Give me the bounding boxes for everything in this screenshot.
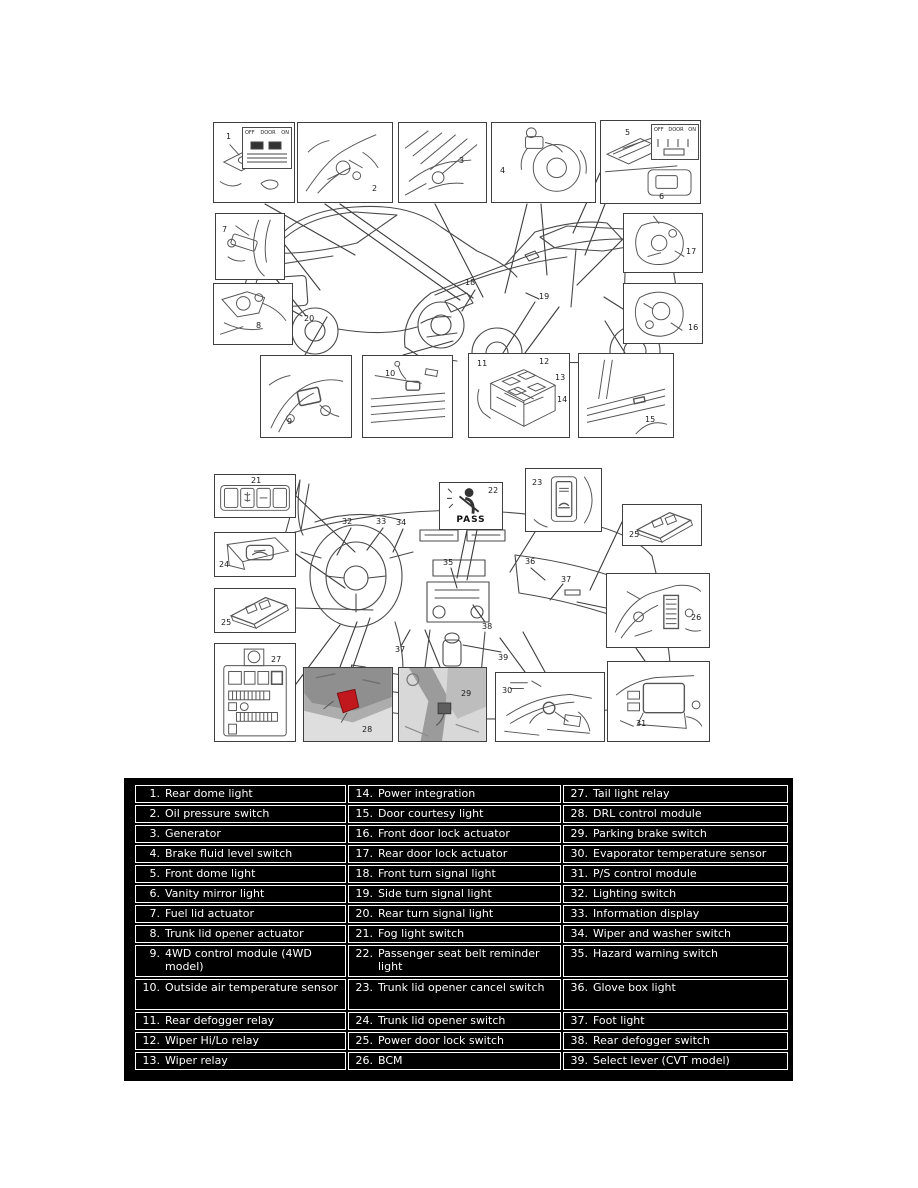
- legend-item-number: 34.: [570, 927, 588, 940]
- legend-item-label: Front dome light: [165, 867, 256, 880]
- callout-box-relay-fuse-box: [468, 353, 570, 438]
- callout-number: 22: [488, 486, 499, 495]
- dome-switch-door-label: DOOR: [260, 130, 276, 136]
- legend-item-label: Trunk lid opener switch: [378, 1014, 506, 1027]
- callout-number: 12: [539, 357, 550, 366]
- legend-item-number: 37.: [570, 1014, 588, 1027]
- callout-number-hazard-warning-switch: 35: [443, 558, 454, 567]
- legend-item-number: 21.: [355, 927, 373, 940]
- legend-item-number: 11.: [142, 1014, 160, 1027]
- interior-location-diagram: [205, 460, 715, 750]
- legend-cell: [135, 885, 346, 903]
- callout-box-parking-brake-switch: [398, 667, 487, 742]
- legend-item-label: Door courtesy light: [378, 807, 484, 820]
- legend-cell: [348, 865, 561, 883]
- callout-box-rear-door-lock-actuator: [623, 213, 703, 273]
- legend-cell: [135, 1032, 346, 1050]
- legend-item-label: Passenger seat belt reminder light: [378, 947, 540, 974]
- callout-number: 10: [385, 369, 396, 378]
- pass-indicator-label: PASS: [456, 515, 486, 525]
- legend-cell: [563, 1032, 788, 1050]
- legend-cell: [563, 885, 788, 903]
- legend-cell: [135, 865, 346, 883]
- legend-item-number: 29.: [570, 827, 588, 840]
- callout-number: 31: [636, 719, 647, 728]
- callout-box-brake-fluid-level-switch: [491, 122, 596, 203]
- callout-number-glove-box-light: 36: [525, 557, 536, 566]
- legend-item-number: 14.: [355, 787, 373, 800]
- callout-number: 28: [362, 725, 373, 734]
- legend-item-label: Front turn signal light: [378, 867, 496, 880]
- legend-item-number: 35.: [570, 947, 588, 960]
- dome-switch-on-label: ON: [281, 130, 289, 136]
- callout-box-trunk-opener-cancel-switch: [525, 468, 602, 532]
- callout-box-tail-light-relay: [214, 643, 296, 742]
- legend-cell: [563, 785, 788, 803]
- callout-number-side-turn-signal: 19: [539, 292, 550, 301]
- legend-item-label: Outside air temperature sensor: [165, 980, 338, 994]
- legend-item-number: 24.: [355, 1014, 373, 1027]
- legend-item-label: Fog light switch: [378, 927, 465, 940]
- callout-box-oil-pressure-switch: [297, 122, 393, 203]
- legend-cell: [563, 979, 788, 1011]
- callout-number: 16: [688, 323, 699, 332]
- callout-box-door-courtesy-light: [578, 353, 674, 438]
- callout-box-generator: [398, 122, 487, 203]
- legend-item-number: 13.: [142, 1054, 160, 1067]
- legend-item-label: BCM: [378, 1054, 403, 1067]
- legend-item-number: 31.: [570, 867, 588, 880]
- legend-cell: [135, 925, 346, 943]
- callout-box-bcm: [606, 573, 710, 648]
- legend-item-label: Rear turn signal light: [378, 907, 494, 920]
- legend-cell: [135, 785, 346, 803]
- legend-item-label: Wiper relay: [165, 1054, 228, 1067]
- legend-item-number: 23.: [355, 980, 373, 994]
- callout-box-4wd-control-module: [260, 355, 352, 438]
- callout-box-trunk-lid-opener-switch: [214, 532, 296, 577]
- legend-item-number: 20.: [355, 907, 373, 920]
- legend-item-number: 26.: [355, 1054, 373, 1067]
- callout-number-foot-light: 37: [561, 575, 572, 584]
- legend-item-label: Oil pressure switch: [165, 807, 270, 820]
- callout-box-rear-dome-light: [213, 122, 295, 203]
- legend-cell: [348, 1052, 561, 1070]
- callout-box-trunk-lid-opener-actuator: [213, 283, 293, 345]
- legend-item-label: Generator: [165, 827, 221, 840]
- callout-box-front-dome-vanity-light: [600, 120, 701, 204]
- callout-number-rear-turn-signal: 20: [304, 314, 315, 323]
- callout-number-foot-light: 37: [395, 645, 406, 654]
- legend-item-number: 12.: [142, 1034, 160, 1047]
- legend-item-label: Vanity mirror light: [165, 887, 265, 900]
- legend-cell: [135, 825, 346, 843]
- legend-item-number: 36.: [570, 980, 588, 994]
- legend-item-label: 4WD control module (4WD model): [165, 947, 312, 974]
- legend-item-label: Wiper Hi/Lo relay: [165, 1034, 260, 1047]
- callout-number: 25: [221, 618, 232, 627]
- callout-number: 29: [461, 689, 472, 698]
- legend-item-label: Lighting switch: [593, 887, 677, 900]
- legend-item-label: Fuel lid actuator: [165, 907, 254, 920]
- legend-grid: [135, 785, 786, 1070]
- legend-cell: [348, 945, 561, 977]
- legend-item-number: 5.: [149, 867, 160, 880]
- legend-cell: [563, 925, 788, 943]
- legend-cell: [348, 979, 561, 1011]
- legend-item-label: Evaporator temperature sensor: [593, 847, 767, 860]
- callout-number: 15: [645, 415, 656, 424]
- legend-cell: [348, 905, 561, 923]
- callout-number: 7: [222, 225, 228, 234]
- legend-cell: [348, 885, 561, 903]
- legend-cell: [563, 865, 788, 883]
- callout-number: 26: [691, 613, 702, 622]
- callout-number: 5: [625, 128, 631, 137]
- component-legend-table: [124, 778, 793, 1081]
- legend-item-number: 1.: [149, 787, 160, 800]
- legend-cell: [563, 1052, 788, 1070]
- legend-item-label: Power integration: [378, 787, 476, 800]
- dome-switch-inset: [242, 127, 292, 169]
- legend-item-number: 6.: [149, 887, 160, 900]
- callout-number: 17: [686, 247, 697, 256]
- callout-number: 14: [557, 395, 568, 404]
- legend-cell: [563, 1012, 788, 1030]
- legend-item-number: 17.: [355, 847, 373, 860]
- dome-switch-off-label: OFF: [654, 127, 664, 133]
- callout-box-fuel-lid-actuator: [215, 213, 285, 280]
- legend-item-number: 4.: [149, 847, 160, 860]
- legend-item-number: 19.: [355, 887, 373, 900]
- legend-item-number: 15.: [355, 807, 373, 820]
- dome-switch-inset: [651, 124, 699, 160]
- legend-item-label: Side turn signal light: [378, 887, 492, 900]
- legend-item-number: 18.: [355, 867, 373, 880]
- legend-item-label: Information display: [593, 907, 700, 920]
- legend-item-label: Glove box light: [593, 980, 676, 994]
- legend-item-label: Trunk lid opener actuator: [165, 927, 304, 940]
- legend-item-label: Trunk lid opener cancel switch: [378, 980, 545, 994]
- legend-cell: [135, 905, 346, 923]
- callout-number-front-turn-signal: 18: [465, 278, 476, 287]
- legend-item-label: Power door lock switch: [378, 1034, 505, 1047]
- legend-cell: [348, 805, 561, 823]
- legend-cell: [348, 825, 561, 843]
- legend-item-number: 7.: [149, 907, 160, 920]
- legend-item-number: 28.: [570, 807, 588, 820]
- legend-item-number: 10.: [142, 980, 160, 994]
- legend-item-number: 8.: [149, 927, 160, 940]
- callout-number: 3: [459, 156, 465, 165]
- callout-number: 21: [251, 476, 262, 485]
- callout-number-select-lever: 39: [498, 653, 509, 662]
- callout-number: 24: [219, 560, 230, 569]
- callout-box-fog-light-switch: [214, 474, 296, 518]
- legend-item-number: 39.: [570, 1054, 588, 1067]
- callout-number: 8: [256, 321, 262, 330]
- dome-switch-door-label: DOOR: [668, 127, 684, 133]
- legend-item-number: 38.: [570, 1034, 588, 1047]
- legend-item-label: Rear defogger relay: [165, 1014, 275, 1027]
- callout-number: 13: [555, 373, 566, 382]
- legend-item-number: 32.: [570, 887, 588, 900]
- legend-cell: [135, 1012, 346, 1030]
- legend-cell: [135, 979, 346, 1011]
- callout-number: 2: [372, 184, 378, 193]
- legend-item-number: 30.: [570, 847, 588, 860]
- legend-item-number: 2.: [149, 807, 160, 820]
- legend-cell: [563, 845, 788, 863]
- legend-cell: [563, 945, 788, 977]
- callout-box-outside-air-temp-sensor: [362, 355, 453, 438]
- legend-cell: [135, 805, 346, 823]
- legend-item-label: Wiper and washer switch: [593, 927, 731, 940]
- legend-item-label: Front door lock actuator: [378, 827, 510, 840]
- callout-number: 30: [502, 686, 513, 695]
- legend-item-label: Select lever (CVT model): [593, 1054, 730, 1067]
- legend-cell: [135, 845, 346, 863]
- callout-box-drl-control-module: [303, 667, 393, 742]
- legend-item-number: 22.: [355, 947, 373, 960]
- legend-item-label: Foot light: [593, 1014, 645, 1027]
- callout-number-information-display: 33: [376, 517, 387, 526]
- legend-item-label: Rear dome light: [165, 787, 253, 800]
- legend-item-label: Brake fluid level switch: [165, 847, 293, 860]
- exterior-location-diagram: [205, 115, 715, 455]
- legend-item-label: Parking brake switch: [593, 827, 707, 840]
- callout-number-lighting-switch: 32: [342, 517, 353, 526]
- legend-cell: [348, 1012, 561, 1030]
- legend-cell: [563, 805, 788, 823]
- callout-number: 27: [271, 655, 282, 664]
- legend-cell: [135, 1052, 346, 1070]
- callout-number-wiper-washer-switch: 34: [396, 518, 407, 527]
- callout-box-evaporator-temp-sensor: [495, 672, 605, 742]
- callout-box-front-door-lock-actuator: [623, 283, 703, 344]
- callout-number: 9: [287, 417, 293, 426]
- dome-switch-on-label: ON: [688, 127, 696, 133]
- legend-item-number: 9.: [149, 947, 160, 960]
- legend-item-label: P/S control module: [593, 867, 697, 880]
- legend-cell: [563, 825, 788, 843]
- callout-box-seat-belt-reminder-light: [439, 482, 503, 530]
- legend-item-number: 16.: [355, 827, 373, 840]
- callout-box-power-door-lock-switch: [622, 504, 702, 546]
- legend-item-label: DRL control module: [593, 807, 702, 820]
- callout-number-rear-defogger-switch: 38: [482, 622, 493, 631]
- legend-item-label: Rear defogger switch: [593, 1034, 710, 1047]
- legend-cell: [135, 945, 346, 977]
- callout-number: 6: [659, 192, 665, 201]
- legend-cell: [348, 845, 561, 863]
- legend-cell: [348, 1032, 561, 1050]
- legend-item-number: 33.: [570, 907, 588, 920]
- legend-cell: [563, 905, 788, 923]
- legend-item-label: Hazard warning switch: [593, 947, 718, 960]
- legend-cell: [348, 785, 561, 803]
- legend-item-number: 27.: [570, 787, 588, 800]
- callout-number: 25: [629, 530, 640, 539]
- legend-cell: [348, 925, 561, 943]
- legend-item-number: 3.: [149, 827, 160, 840]
- legend-item-label: Tail light relay: [593, 787, 670, 800]
- callout-number: 23: [532, 478, 543, 487]
- callout-box-power-door-lock-switch: [214, 588, 296, 633]
- dome-switch-off-label: OFF: [245, 130, 255, 136]
- legend-item-number: 25.: [355, 1034, 373, 1047]
- callout-number: 11: [477, 359, 488, 368]
- callout-number: 1: [226, 132, 232, 141]
- callout-box-ps-control-module: [607, 661, 710, 742]
- callout-number: 4: [500, 166, 506, 175]
- legend-item-label: Rear door lock actuator: [378, 847, 508, 860]
